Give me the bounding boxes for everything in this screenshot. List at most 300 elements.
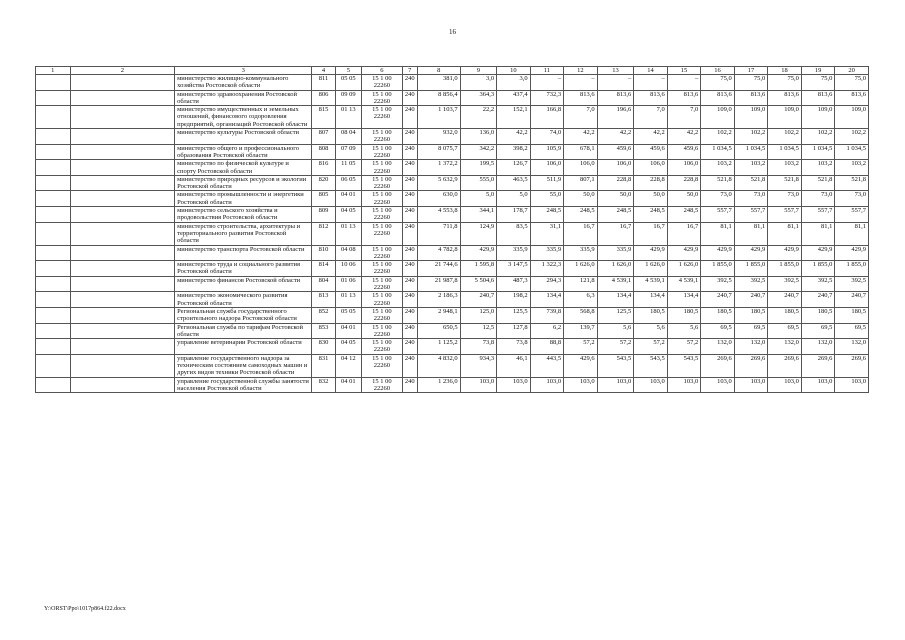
cell-col-2 — [70, 276, 175, 292]
amount-cell: 75,0 — [701, 75, 735, 91]
expense-type-cell: 240 — [402, 160, 417, 176]
amount-cell: 1 125,2 — [417, 339, 460, 355]
amount-cell: 630,0 — [417, 191, 460, 207]
cell-col-2 — [70, 90, 175, 106]
table-row — [36, 354, 869, 377]
executor-name-cell: министерство сельского хозяйства и продовольствия Ростовской области — [175, 207, 312, 223]
amount-cell: 429,9 — [768, 245, 802, 261]
column-number-10: 10 — [497, 67, 531, 75]
amount-cell: 103,0 — [597, 377, 634, 393]
amount-cell: 813,6 — [564, 90, 598, 106]
amount-cell: 1 855,0 — [701, 261, 735, 277]
grbs-code-cell: 815 — [312, 106, 335, 129]
page-number: 16 — [449, 28, 456, 36]
amount-cell: 22,2 — [460, 106, 497, 129]
amount-cell: 69,5 — [734, 323, 768, 339]
amount-cell: 73,8 — [497, 339, 531, 355]
amount-cell: – — [667, 75, 701, 91]
amount-cell: 73,0 — [734, 191, 768, 207]
cell-col-2 — [70, 323, 175, 339]
amount-cell: 335,9 — [564, 245, 598, 261]
amount-cell: 134,4 — [530, 292, 564, 308]
amount-cell: 392,5 — [734, 276, 768, 292]
amount-cell: 103,0 — [667, 377, 701, 393]
amount-cell: 813,6 — [768, 90, 802, 106]
grbs-code-cell: 808 — [312, 144, 335, 160]
amount-cell: 57,2 — [667, 339, 701, 355]
amount-cell: 521,8 — [835, 175, 869, 191]
grbs-code-cell: 810 — [312, 245, 335, 261]
cell-col-2 — [70, 339, 175, 355]
amount-cell: 381,0 — [417, 75, 460, 91]
expense-type-cell: 240 — [402, 261, 417, 277]
grbs-code-cell: 805 — [312, 191, 335, 207]
amount-cell: 521,8 — [701, 175, 735, 191]
amount-cell: – — [597, 75, 634, 91]
amount-cell: 228,8 — [634, 175, 668, 191]
amount-cell: 7,0 — [667, 106, 701, 129]
grbs-code-cell: 806 — [312, 90, 335, 106]
column-number-14: 14 — [634, 67, 668, 75]
executor-name-cell: министерство строительства, архитектуры и территориального развития Ростовской области — [175, 222, 312, 245]
amount-cell: – — [634, 75, 668, 91]
amount-cell: 1 322,3 — [530, 261, 564, 277]
expense-type-cell: 240 — [402, 175, 417, 191]
document-path: Y:\ORST\Ppo\1017p864.f22.docx — [44, 606, 126, 612]
amount-cell: 463,5 — [497, 175, 531, 191]
amount-cell: 103,0 — [701, 377, 735, 393]
section-code-cell: 04 05 — [335, 207, 361, 223]
amount-cell: 103,0 — [835, 377, 869, 393]
amount-cell: 180,5 — [667, 307, 701, 323]
amount-cell: 240,7 — [460, 292, 497, 308]
section-code-cell: 04 01 — [335, 377, 361, 393]
amount-cell: 50,0 — [597, 191, 634, 207]
cell-col-2 — [70, 106, 175, 129]
target-article-cell: 15 1 00 22260 — [362, 261, 403, 277]
amount-cell: 16,7 — [564, 222, 598, 245]
amount-cell: 125,5 — [497, 307, 531, 323]
amount-cell: 557,7 — [801, 207, 835, 223]
amount-cell: 429,9 — [667, 245, 701, 261]
amount-cell: 344,1 — [460, 207, 497, 223]
table-row — [36, 377, 869, 393]
executor-name-cell: министерство промышленности и энергетики Ростовской области — [175, 191, 312, 207]
amount-cell: 240,7 — [768, 292, 802, 308]
expense-type-cell: 240 — [402, 292, 417, 308]
table-row — [36, 276, 869, 292]
amount-cell: 74,0 — [530, 129, 564, 145]
amount-cell: 134,4 — [597, 292, 634, 308]
column-number-13: 13 — [597, 67, 634, 75]
amount-cell: 240,7 — [801, 292, 835, 308]
amount-cell: 1 626,0 — [667, 261, 701, 277]
column-number-12: 12 — [564, 67, 598, 75]
amount-cell: 398,2 — [497, 144, 531, 160]
table-row — [36, 292, 869, 308]
cell-col-2 — [70, 175, 175, 191]
amount-cell: 543,5 — [597, 354, 634, 377]
grbs-code-cell: 813 — [312, 292, 335, 308]
amount-cell: 557,7 — [734, 207, 768, 223]
column-number-15: 15 — [667, 67, 701, 75]
executor-name-cell: управление государственного надзора за техническим состоянием самоходных машин и других видов техники Ростовской области — [175, 354, 312, 377]
amount-cell: 5 632,9 — [417, 175, 460, 191]
amount-cell: 103,0 — [768, 377, 802, 393]
section-code-cell: 04 12 — [335, 354, 361, 377]
amount-cell: 487,3 — [497, 276, 531, 292]
amount-cell: 248,5 — [667, 207, 701, 223]
amount-cell: 4 832,0 — [417, 354, 460, 377]
amount-cell: 103,0 — [497, 377, 531, 393]
grbs-code-cell: 804 — [312, 276, 335, 292]
amount-cell: 81,1 — [835, 222, 869, 245]
amount-cell: 248,5 — [564, 207, 598, 223]
amount-cell: 75,0 — [768, 75, 802, 91]
amount-cell: 103,2 — [701, 160, 735, 176]
amount-cell: 5,6 — [597, 323, 634, 339]
table-row — [36, 339, 869, 355]
amount-cell: 459,6 — [634, 144, 668, 160]
amount-cell: 198,2 — [497, 292, 531, 308]
amount-cell: 109,0 — [801, 106, 835, 129]
cell-col-2 — [70, 144, 175, 160]
amount-cell: 1 855,0 — [768, 261, 802, 277]
grbs-code-cell: 853 — [312, 323, 335, 339]
expense-type-cell: 240 — [402, 222, 417, 245]
amount-cell: 124,9 — [460, 222, 497, 245]
target-article-cell: 15 1 00 22260 — [362, 245, 403, 261]
amount-cell: 69,5 — [701, 323, 735, 339]
amount-cell: 73,0 — [801, 191, 835, 207]
amount-cell: 392,5 — [801, 276, 835, 292]
amount-cell: 103,2 — [768, 160, 802, 176]
target-article-cell: 15 1 00 22260 — [362, 90, 403, 106]
amount-cell: 429,9 — [701, 245, 735, 261]
amount-cell: 7,0 — [634, 106, 668, 129]
amount-cell: 103,0 — [564, 377, 598, 393]
amount-cell: 75,0 — [835, 75, 869, 91]
grbs-code-cell: 814 — [312, 261, 335, 277]
amount-cell: 103,0 — [634, 377, 668, 393]
amount-cell: 21 744,6 — [417, 261, 460, 277]
amount-cell: 178,7 — [497, 207, 531, 223]
amount-cell: 1 034,5 — [835, 144, 869, 160]
executor-name-cell: министерство транспорта Ростовской области — [175, 245, 312, 261]
amount-cell: 443,5 — [530, 354, 564, 377]
amount-cell: 429,9 — [460, 245, 497, 261]
amount-cell: 42,2 — [597, 129, 634, 145]
executor-name-cell: Региональная служба государственного строительного надзора Ростовской области — [175, 307, 312, 323]
amount-cell: 342,2 — [460, 144, 497, 160]
section-code-cell: 01 13 — [335, 222, 361, 245]
amount-cell: 57,2 — [564, 339, 598, 355]
cell-col-2 — [70, 222, 175, 245]
amount-cell: 1 034,5 — [768, 144, 802, 160]
amount-cell: 75,0 — [734, 75, 768, 91]
expense-type-cell: 240 — [402, 191, 417, 207]
amount-cell: 55,0 — [530, 191, 564, 207]
cell-col-1 — [36, 106, 71, 129]
amount-cell: 81,1 — [734, 222, 768, 245]
column-number-8: 8 — [417, 67, 460, 75]
executor-name-cell: министерство жилищно-коммунального хозяйства Ростовской области — [175, 75, 312, 91]
table-row — [36, 75, 869, 91]
amount-cell: 392,5 — [835, 276, 869, 292]
cell-col-1 — [36, 207, 71, 223]
amount-cell: 127,8 — [497, 323, 531, 339]
amount-cell: 73,8 — [460, 339, 497, 355]
amount-cell: 69,5 — [835, 323, 869, 339]
amount-cell: 180,5 — [734, 307, 768, 323]
amount-cell: 126,7 — [497, 160, 531, 176]
amount-cell: 2 186,3 — [417, 292, 460, 308]
amount-cell: 228,8 — [597, 175, 634, 191]
cell-col-2 — [70, 191, 175, 207]
amount-cell: 4 539,1 — [597, 276, 634, 292]
cell-col-1 — [36, 354, 71, 377]
amount-cell: 109,0 — [768, 106, 802, 129]
column-number-4: 4 — [312, 67, 335, 75]
amount-cell: 73,0 — [701, 191, 735, 207]
amount-cell: 1 855,0 — [734, 261, 768, 277]
amount-cell: 364,3 — [460, 90, 497, 106]
amount-cell: 12,5 — [460, 323, 497, 339]
table-row — [36, 144, 869, 160]
amount-cell: 152,1 — [497, 106, 531, 129]
amount-cell: 557,7 — [768, 207, 802, 223]
amount-cell: 16,7 — [634, 222, 668, 245]
amount-cell: 69,5 — [768, 323, 802, 339]
column-number-19: 19 — [801, 67, 835, 75]
target-article-cell: 15 1 00 22260 — [362, 129, 403, 145]
section-code-cell: 04 01 — [335, 323, 361, 339]
amount-cell: 106,0 — [667, 160, 701, 176]
target-article-cell: 15 1 00 22260 — [362, 354, 403, 377]
grbs-code-cell: 852 — [312, 307, 335, 323]
amount-cell: 180,5 — [701, 307, 735, 323]
cell-col-1 — [36, 245, 71, 261]
amount-cell: 813,6 — [634, 90, 668, 106]
amount-cell: 459,6 — [597, 144, 634, 160]
executor-name-cell: министерство здравоохранения Ростовской области — [175, 90, 312, 106]
amount-cell: 437,4 — [497, 90, 531, 106]
amount-cell: 8 856,4 — [417, 90, 460, 106]
amount-cell: 1 034,5 — [801, 144, 835, 160]
target-article-cell: 15 1 00 22260 — [362, 160, 403, 176]
section-code-cell: 06 05 — [335, 175, 361, 191]
cell-col-1 — [36, 323, 71, 339]
expense-type-cell: 240 — [402, 129, 417, 145]
column-number-18: 18 — [768, 67, 802, 75]
table-row — [36, 160, 869, 176]
amount-cell: 16,7 — [597, 222, 634, 245]
column-number-7: 7 — [402, 67, 417, 75]
amount-cell: 813,6 — [801, 90, 835, 106]
column-number-17: 17 — [734, 67, 768, 75]
amount-cell: 1 103,7 — [417, 106, 460, 129]
amount-cell: 1 855,0 — [801, 261, 835, 277]
column-number-20: 20 — [835, 67, 869, 75]
amount-cell: 134,4 — [667, 292, 701, 308]
cell-col-1 — [36, 129, 71, 145]
grbs-code-cell: 807 — [312, 129, 335, 145]
amount-cell: 711,8 — [417, 222, 460, 245]
amount-cell: – — [564, 75, 598, 91]
target-article-cell: 15 1 00 22260 — [362, 191, 403, 207]
expense-type-cell: 240 — [402, 207, 417, 223]
executor-name-cell: министерство финансов Ростовской области — [175, 276, 312, 292]
amount-cell: 4 539,1 — [667, 276, 701, 292]
section-code-cell: 07 09 — [335, 144, 361, 160]
table-row — [36, 90, 869, 106]
amount-cell: 7,0 — [564, 106, 598, 129]
cell-col-1 — [36, 191, 71, 207]
cell-col-2 — [70, 261, 175, 277]
amount-cell: 240,7 — [701, 292, 735, 308]
expense-type-cell: 240 — [402, 245, 417, 261]
amount-cell: 5,6 — [667, 323, 701, 339]
cell-col-1 — [36, 144, 71, 160]
amount-cell: 650,5 — [417, 323, 460, 339]
table-row — [36, 106, 869, 129]
column-number-2: 2 — [70, 67, 175, 75]
amount-cell: 1 595,8 — [460, 261, 497, 277]
target-article-cell: 15 1 00 22260 — [362, 377, 403, 393]
section-code-cell: 04 01 — [335, 191, 361, 207]
grbs-code-cell: 816 — [312, 160, 335, 176]
amount-cell: 81,1 — [801, 222, 835, 245]
table-row — [36, 307, 869, 323]
amount-cell: 105,9 — [530, 144, 564, 160]
amount-cell: 1 626,0 — [597, 261, 634, 277]
amount-cell: 125,5 — [597, 307, 634, 323]
table-row — [36, 323, 869, 339]
amount-cell: 73,0 — [768, 191, 802, 207]
amount-cell: 269,6 — [701, 354, 735, 377]
section-code-cell: 11 05 — [335, 160, 361, 176]
column-number-11: 11 — [530, 67, 564, 75]
target-article-cell: 15 1 00 22260 — [362, 222, 403, 245]
amount-cell: 132,0 — [801, 339, 835, 355]
column-number-16: 16 — [701, 67, 735, 75]
cell-col-1 — [36, 307, 71, 323]
section-code-cell: 10 06 — [335, 261, 361, 277]
amount-cell: 102,2 — [835, 129, 869, 145]
grbs-code-cell: 820 — [312, 175, 335, 191]
amount-cell: 50,0 — [564, 191, 598, 207]
amount-cell: 5,0 — [497, 191, 531, 207]
cell-col-1 — [36, 90, 71, 106]
expense-type-cell: 240 — [402, 75, 417, 91]
amount-cell: 543,5 — [634, 354, 668, 377]
amount-cell: 180,5 — [801, 307, 835, 323]
grbs-code-cell: 831 — [312, 354, 335, 377]
amount-cell: 81,1 — [768, 222, 802, 245]
amount-cell: 103,2 — [734, 160, 768, 176]
grbs-code-cell: 812 — [312, 222, 335, 245]
amount-cell: 678,1 — [564, 144, 598, 160]
column-number-5: 5 — [335, 67, 361, 75]
amount-cell: 46,1 — [497, 354, 531, 377]
amount-cell: 8 075,7 — [417, 144, 460, 160]
cell-col-2 — [70, 292, 175, 308]
amount-cell: 335,9 — [597, 245, 634, 261]
amount-cell: 42,2 — [667, 129, 701, 145]
amount-cell: 557,7 — [701, 207, 735, 223]
amount-cell: 103,0 — [460, 377, 497, 393]
amount-cell: 180,5 — [634, 307, 668, 323]
amount-cell: 1 626,0 — [634, 261, 668, 277]
amount-cell: 73,0 — [835, 191, 869, 207]
amount-cell: 739,8 — [530, 307, 564, 323]
table-row — [36, 222, 869, 245]
amount-cell: 1 855,0 — [835, 261, 869, 277]
amount-cell: 16,7 — [667, 222, 701, 245]
amount-cell: 511,9 — [530, 175, 564, 191]
amount-cell: 106,0 — [564, 160, 598, 176]
target-article-cell: 15 1 00 22260 — [362, 75, 403, 91]
amount-cell: 555,0 — [460, 175, 497, 191]
amount-cell: 429,9 — [734, 245, 768, 261]
grbs-code-cell: 832 — [312, 377, 335, 393]
amount-cell: 103,0 — [530, 377, 564, 393]
budget-table — [35, 66, 869, 393]
amount-cell: 429,9 — [835, 245, 869, 261]
amount-cell: 932,0 — [417, 129, 460, 145]
executor-name-cell: Региональная служба по тарифам Ростовской области — [175, 323, 312, 339]
amount-cell: 3,0 — [460, 75, 497, 91]
amount-cell: 196,6 — [597, 106, 634, 129]
amount-cell: 521,8 — [734, 175, 768, 191]
grbs-code-cell: 830 — [312, 339, 335, 355]
cell-col-1 — [36, 377, 71, 393]
amount-cell: 121,8 — [564, 276, 598, 292]
expense-type-cell: 240 — [402, 307, 417, 323]
amount-cell: 557,7 — [835, 207, 869, 223]
amount-cell: 102,2 — [734, 129, 768, 145]
amount-cell: 240,7 — [835, 292, 869, 308]
amount-cell: 5,0 — [460, 191, 497, 207]
amount-cell: – — [530, 75, 564, 91]
amount-cell: 50,0 — [634, 191, 668, 207]
amount-cell: 521,8 — [768, 175, 802, 191]
amount-cell: 1 626,0 — [564, 261, 598, 277]
amount-cell: 335,9 — [530, 245, 564, 261]
amount-cell: 732,3 — [530, 90, 564, 106]
amount-cell: 81,1 — [701, 222, 735, 245]
amount-cell: 813,6 — [701, 90, 735, 106]
amount-cell: 2 948,1 — [417, 307, 460, 323]
executor-name-cell: министерство по физической культуре и спорту Ростовской области — [175, 160, 312, 176]
amount-cell: 429,6 — [564, 354, 598, 377]
expense-type-cell: 240 — [402, 106, 417, 129]
grbs-code-cell: 809 — [312, 207, 335, 223]
amount-cell: 1 034,5 — [701, 144, 735, 160]
expense-type-cell: 240 — [402, 339, 417, 355]
amount-cell: 392,5 — [768, 276, 802, 292]
amount-cell: 103,2 — [835, 160, 869, 176]
section-code-cell: 01 06 — [335, 276, 361, 292]
cell-col-1 — [36, 276, 71, 292]
target-article-cell: 15 1 00 22260 — [362, 144, 403, 160]
target-article-cell: 15 1 00 22260 — [362, 106, 403, 129]
cell-col-1 — [36, 222, 71, 245]
amount-cell: 3,0 — [497, 75, 531, 91]
column-number-6: 6 — [362, 67, 403, 75]
amount-cell: 248,5 — [530, 207, 564, 223]
amount-cell: 392,5 — [701, 276, 735, 292]
